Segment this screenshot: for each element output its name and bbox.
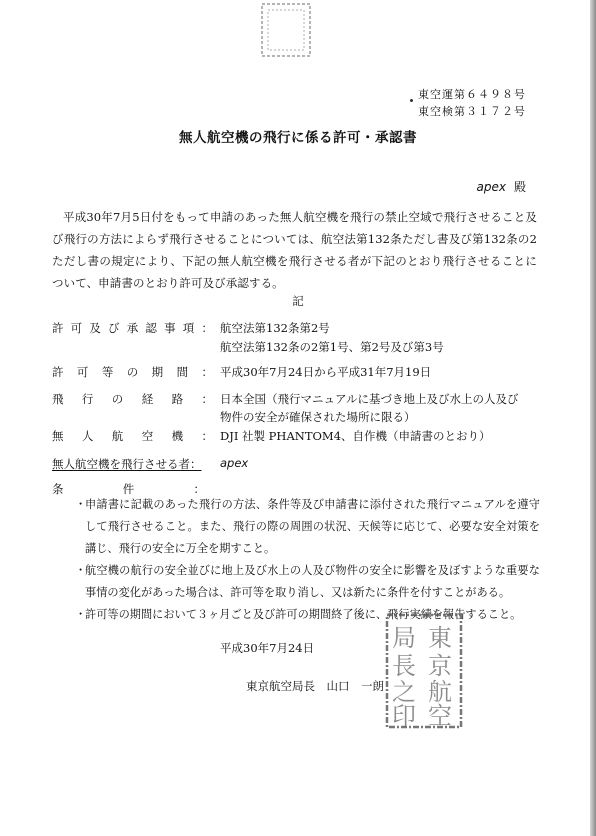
condition-item-3: ・ 許可等の期間において３ヶ月ごと及び許可の期間終了後に、飛行実績を報告すること。 bbox=[75, 604, 540, 626]
top-seal-stamp bbox=[258, 0, 314, 60]
operator-label: 無人航空機を飛行させる者： bbox=[52, 457, 202, 471]
approval-items-value-2: 航空法第132条の2第1号、第2号及び第3号 bbox=[220, 340, 444, 354]
seal-char: 航 bbox=[428, 678, 452, 706]
seal-char: 之 bbox=[392, 678, 416, 706]
issue-date: 平成30年7月24日 bbox=[220, 641, 315, 655]
reference-number-2: 東空検第３１７２号 bbox=[418, 105, 526, 118]
ki-heading: 記 bbox=[292, 294, 304, 308]
bullet-icon: ・ bbox=[75, 564, 87, 577]
addressee-honorific: 殿 bbox=[513, 180, 526, 194]
addressee-name: apex bbox=[476, 180, 506, 194]
period-value: 平成30年7月24日から平成31年7月19日 bbox=[220, 365, 432, 379]
approval-items-value-1: 航空法第132条第2号 bbox=[220, 321, 330, 335]
ink-dot bbox=[410, 99, 413, 102]
approval-items-label: 許可及び承認事項： bbox=[52, 321, 213, 335]
document-title: 無人航空機の飛行に係る許可・承認書 bbox=[179, 130, 417, 146]
official-seal-stamp bbox=[384, 612, 464, 730]
addressee bbox=[477, 178, 526, 195]
signer-name: 東京航空局長 山口 一朗 bbox=[246, 679, 384, 693]
seal-char: 東 bbox=[428, 624, 452, 652]
operator-value: apex bbox=[220, 456, 249, 470]
body-paragraph: 平成30年7月5日付をもって申請のあった無人航空機を飛行の禁止空域で飛行させること及び飛行の方法によらず飛行させることについては、航空法第132条ただし書及び第132条の2ただし書の規定により、下記の無人航空機を飛行させる者が下記のとおり飛行させることについて、申請書のとおり許可及び承認する。 bbox=[52, 210, 537, 290]
seal-char: 空 bbox=[428, 702, 452, 730]
aircraft-label: 無人航空機： bbox=[52, 429, 213, 443]
condition-item-1: ・ 申請書に記載のあった飛行の方法、条件等及び申請書に添付された飛行マニュアルを遵守して飛行させること。また、飛行の際の周囲の状況、天候等に応じて、必要な安全対策を講じ、飛行の安全に万全を期すこと。 bbox=[75, 494, 540, 560]
seal-char: 京 bbox=[428, 652, 452, 680]
route-value-1: 日本全国（飛行マニュアルに基づき地上及び水上の人及び bbox=[220, 392, 519, 406]
bullet-icon: ・ bbox=[75, 498, 87, 511]
route-label: 飛行の経路： bbox=[52, 392, 213, 406]
period-label: 許可等の期間： bbox=[52, 365, 213, 379]
conditions-label: 条件： bbox=[52, 482, 205, 496]
condition-item-2: ・ 航空機の航行の安全並びに地上及び水上の人及び物件の安全に影響を及ぼすような重要な事情の変化があった場合は、許可等を取り消し、又は新たに条件を付すことがある。 bbox=[75, 560, 540, 604]
bullet-icon: ・ bbox=[75, 608, 87, 621]
seal-char: 局 bbox=[392, 624, 416, 652]
route-value-2: 物件の安全が確保された場所に限る） bbox=[220, 410, 416, 424]
aircraft-value: DJI 社製 PHANTOM4、自作機（申請書のとおり） bbox=[220, 429, 491, 443]
reference-number-1: 東空運第６４９８号 bbox=[418, 88, 526, 101]
seal-char: 長 bbox=[392, 652, 416, 680]
seal-char: 印 bbox=[392, 702, 416, 730]
